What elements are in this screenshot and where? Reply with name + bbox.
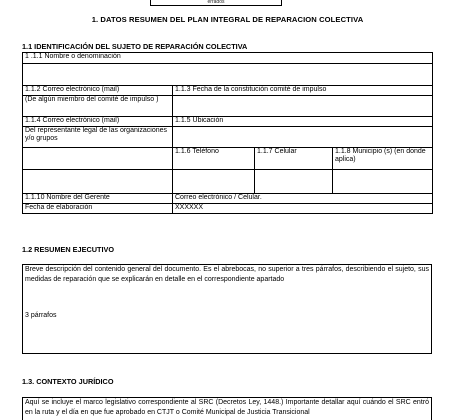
contexto-juridico-text: Aquí se incluye el marco legislativo correspondiente al SRC (Decretos Ley, 1448.) Importante detallar aquí cuándo el SRC entró en la ruta y el día en que fue aprobado en CTJT o Comité Municipal de Justicia Transicional <box>25 399 429 416</box>
celular-value-cell[interactable] <box>255 170 333 194</box>
empty-cell <box>23 170 173 194</box>
telefono-label: 1.1.6 Teléfono <box>173 148 255 170</box>
page-header-fragment: errados <box>150 0 282 6</box>
nombre-value-cell[interactable] <box>23 64 433 86</box>
section-1-3-title: 1.3. CONTEXTO JURÍDICO <box>22 377 114 386</box>
fecha-elaboracion-label: Fecha de elaboración <box>23 204 173 214</box>
document-title: 1. DATOS RESUMEN DEL PLAN INTEGRAL DE REPARACION COLECTIVA <box>91 15 364 24</box>
correo-celular-label: Correo electrónico / Celular. <box>173 194 433 204</box>
empty-cell <box>23 148 173 170</box>
celular-label: 1.1.7 Celular <box>255 148 333 170</box>
ubicacion-label: 1.1.5 Ubicación <box>173 117 433 127</box>
fecha-constitucion-value-cell[interactable] <box>173 96 433 117</box>
resumen-ejecutivo-note: 3 párrafos <box>25 312 57 319</box>
gerente-label: 1.1.10 Nombre del Gerente <box>23 194 173 204</box>
miembro-comite-label: (De algún miembro del comité de impulso ) <box>23 96 173 117</box>
identification-table <box>22 52 433 214</box>
contexto-juridico-box <box>22 397 432 420</box>
correo-mail-label: 1.1.2 Correo electrónico (mail) <box>23 86 173 96</box>
ubicacion-value-cell[interactable] <box>173 127 433 148</box>
resumen-ejecutivo-text: Breve descripción del contenido general del documento. Es el abrebocas, no superior a tres párrafos, describiendo el sujeto, sus medidas de reparación que se explicarán en detalle en el correspondiente apartado <box>25 266 429 283</box>
representante-label: Del representante legal de las organizaciones y/o grupos <box>23 127 173 148</box>
section-1-1-title: 1.1 IDENTIFICACIÓN DEL SUJETO DE REPARACIÓN COLECTIVA <box>22 42 248 51</box>
resumen-ejecutivo-box <box>22 264 432 354</box>
nombre-label: 1 .1.1 Nombre o denominación <box>23 53 433 64</box>
municipio-label: 1.1.8 Municipio (s) (en donde aplica) <box>333 148 433 170</box>
municipio-value-cell[interactable] <box>333 170 433 194</box>
telefono-value-cell[interactable] <box>173 170 255 194</box>
fecha-constitucion-label: 1.1.3 Fecha de la constitución comité de impulso <box>173 86 433 96</box>
section-1-2-title: 1.2 RESUMEN EJECUTIVO <box>22 245 115 254</box>
correo-mail-label-2: 1.1.4 Correo electrónico (mail) <box>23 117 173 127</box>
fecha-elaboracion-value: XXXXXX <box>173 204 433 214</box>
